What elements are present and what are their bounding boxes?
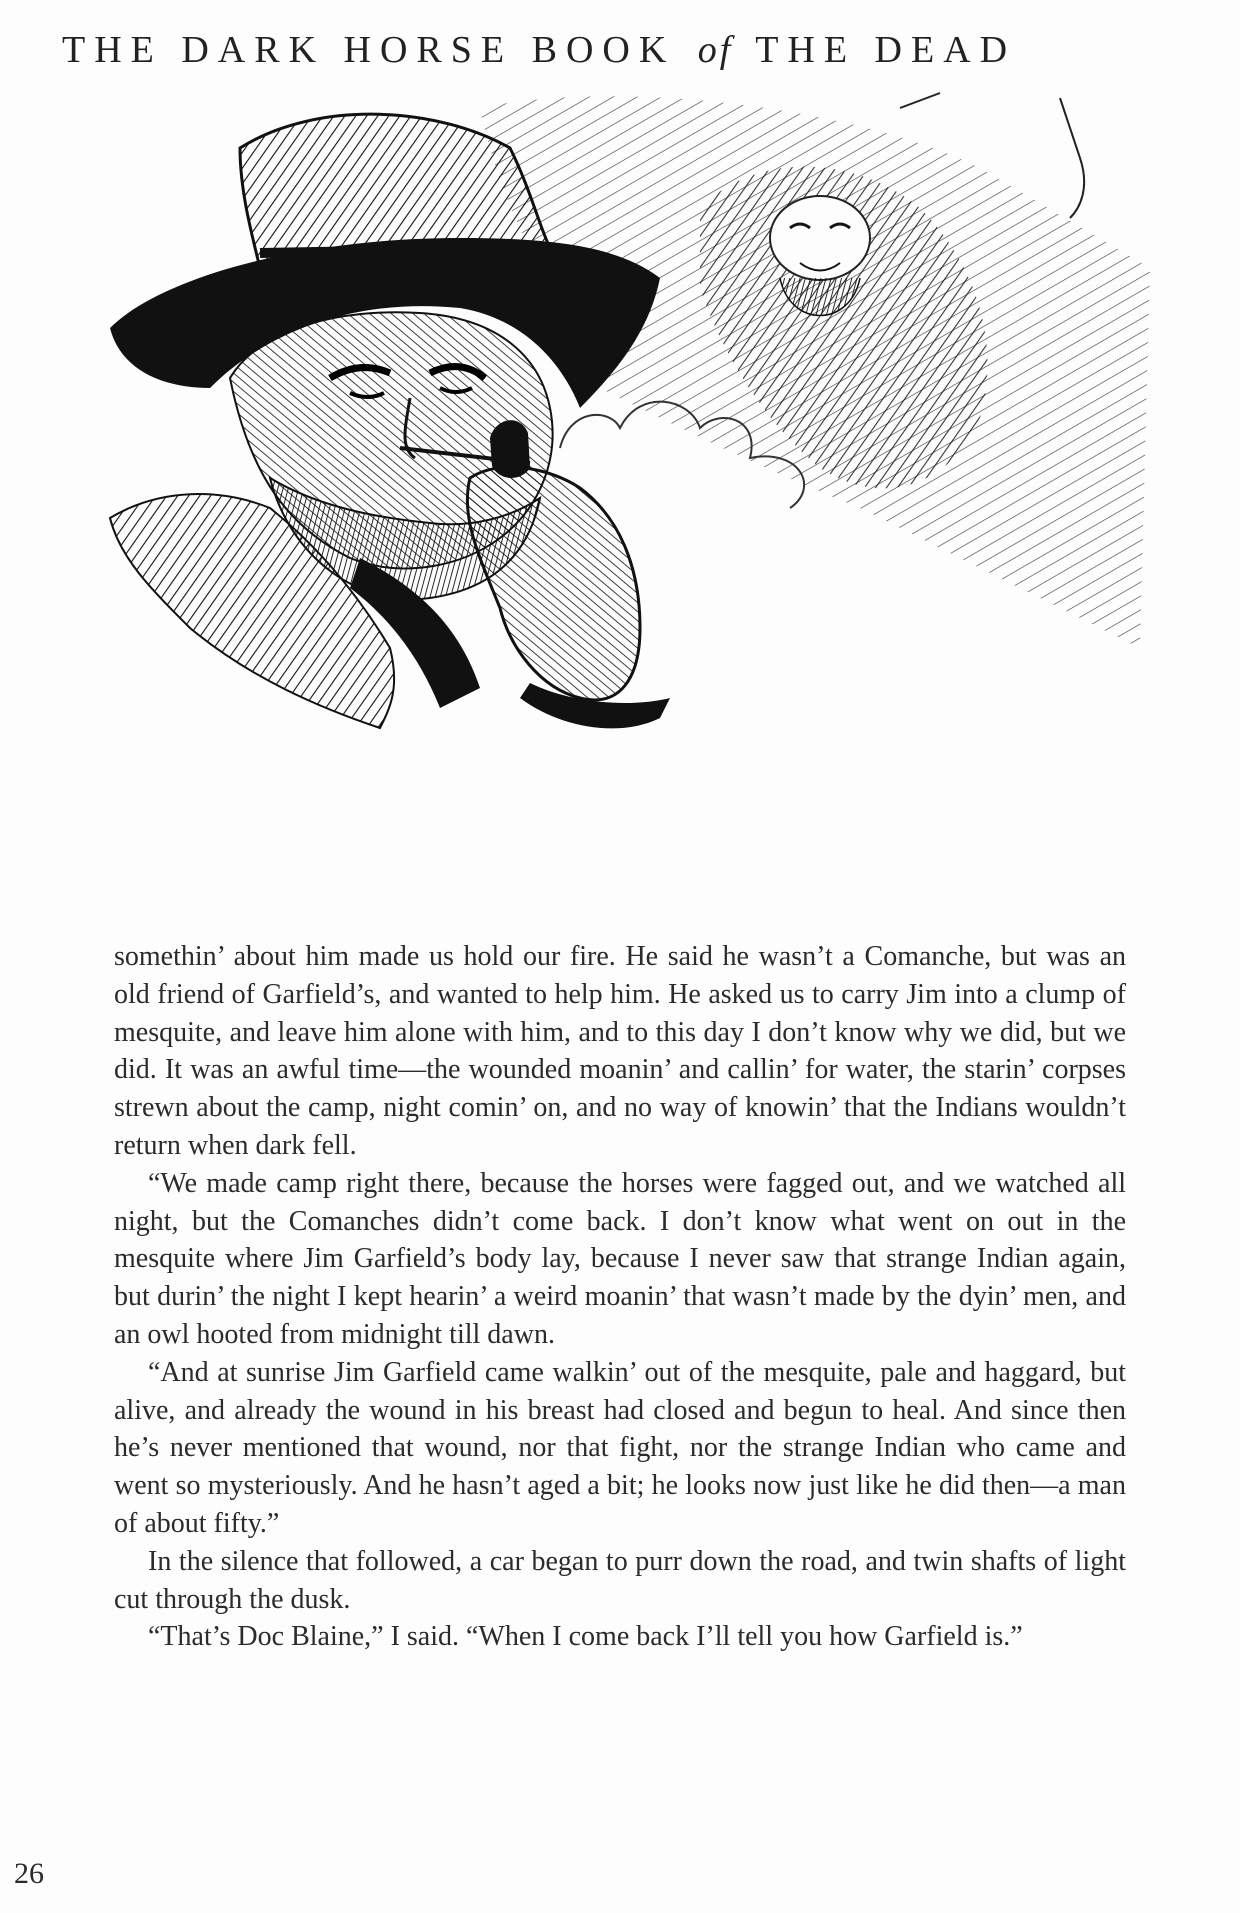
- paragraph-2: “We made camp right there, because the horses were fagged out, and we watched all night, but the Comanches didn’t come back. I don’t know what went on out in the mesquite where Jim Garfield’s body lay, because I never saw that strange Indian again, but durin’ the night I kept hearin’ a weird moanin’ that wasn’t made by the dyin’ men, and an owl hooted from midnight till dawn.: [114, 1167, 1126, 1350]
- paragraph-3: “And at sunrise Jim Garfield came walkin’ out of the mesquite, pale and haggard, but alive, and already the wound in his breast had closed and begun to heal. And since then he’s never mentioned that wound, nor that fight, nor the strange Indian who came and went so mysteriously. And he hasn’t aged a bit; he looks now just like he did then—a man of about fifty.”: [114, 1356, 1126, 1539]
- illustration: [100, 88, 1180, 888]
- header-title-of: of: [697, 29, 734, 71]
- paragraph-1: somethin’ about him made us hold our fire. He said he wasn’t a Comanche, but was an old friend of Garfield’s, and wanted to help him. He asked us to carry Jim into a clump of mesquite, and leave him alone with him, and to this day I don’t know why we did, but we did. It was an awful time—the wounded moanin’ and callin’ for water, the starin’ corpses strewn about the camp, night comin’ on, and no way of knowin’ that the Indians wouldn’t return when dark fell.: [114, 941, 1126, 1161]
- paragraph-5: “That’s Doc Blaine,” I said. “When I come back I’ll tell you how Garfield is.”: [148, 1621, 1023, 1653]
- body-text: [114, 938, 1126, 1656]
- header-title-part2: THE DEAD: [755, 29, 1017, 71]
- page-number: 26: [14, 1857, 44, 1890]
- hand: [467, 467, 670, 728]
- running-header: [62, 28, 1182, 72]
- header-title-part1: THE DARK HORSE BOOK: [62, 29, 676, 71]
- paragraph-4: In the silence that followed, a car began to purr down the road, and twin shafts of light cut through the dusk.: [114, 1545, 1126, 1615]
